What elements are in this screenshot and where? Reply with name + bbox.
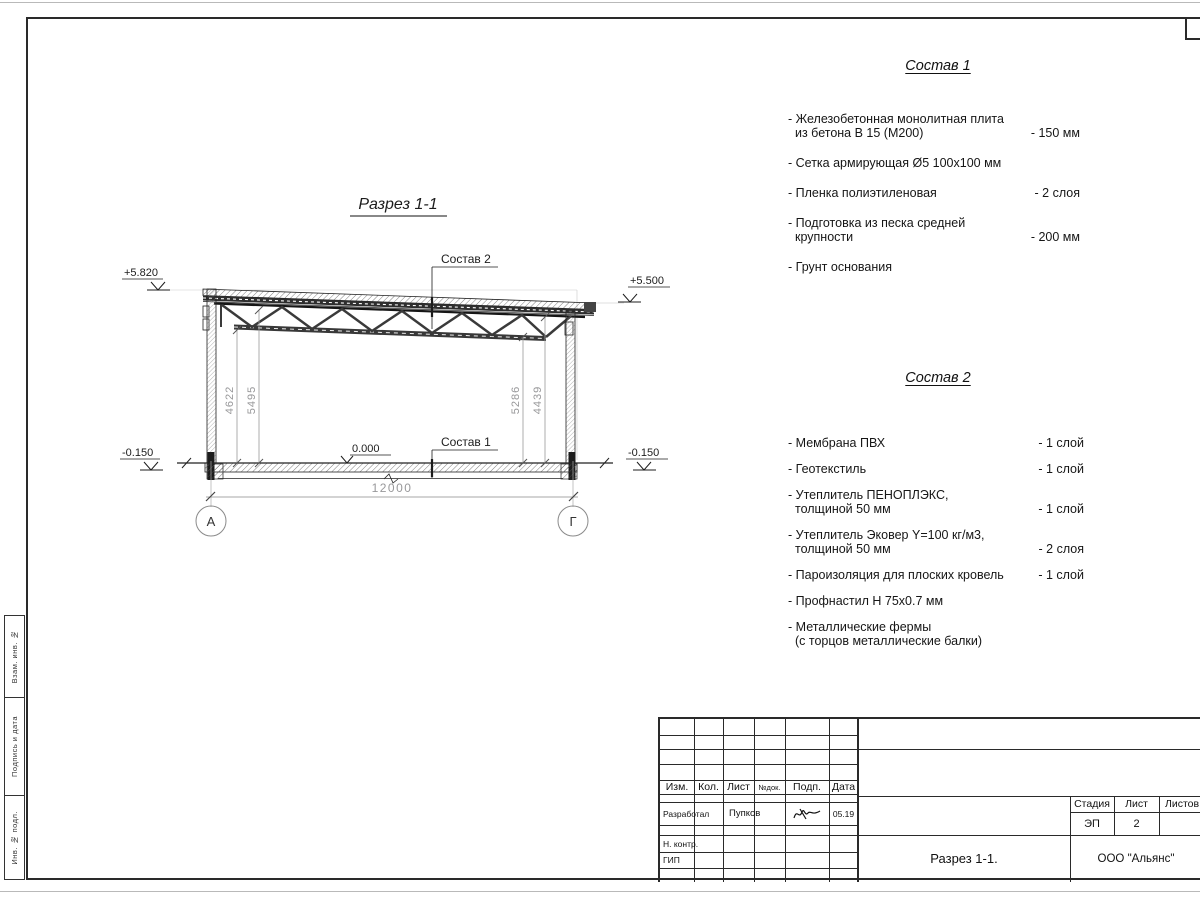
- material-qty: - 1 слой: [1038, 568, 1084, 582]
- sheet-value: 2: [1133, 817, 1140, 830]
- titleblock-grid-line: [660, 868, 858, 869]
- axis-right-label: Г: [569, 514, 577, 529]
- axis-left-label: А: [206, 514, 216, 529]
- titleblock-grid-line: [785, 719, 786, 882]
- composition2-title: [788, 370, 1088, 386]
- developer-signature: [785, 802, 829, 825]
- material-line: крупности: [795, 230, 854, 244]
- span-dim-value: 12000: [371, 481, 413, 495]
- material-line: - Грунт основания: [788, 260, 893, 274]
- dim-right-outer: 4439: [532, 385, 544, 415]
- material-item: [788, 260, 1080, 274]
- material-line: - Геотекстиль: [788, 462, 867, 476]
- material-line: - Пароизоляция для плоских кровель: [788, 568, 1004, 582]
- titleblock-col-podp: Подп.: [793, 781, 821, 793]
- material-line: толщиной 50 мм: [795, 502, 891, 516]
- level-floor: 0.000: [352, 443, 380, 455]
- material-qty: - 2 слоя: [1038, 542, 1084, 556]
- titleblock-grid-line: [660, 794, 858, 795]
- material-item: [788, 112, 1080, 140]
- titleblock-grid-line: [660, 825, 858, 826]
- level-mark-arrow-icon: [144, 462, 158, 470]
- material-line: - Сетка армирующая Ø5 100х100 мм: [788, 156, 1002, 170]
- material-qty: - 1 слой: [1038, 436, 1084, 450]
- roof-edge-cap: [584, 302, 596, 312]
- material-item: [788, 436, 1084, 450]
- level-mark-arrow-icon: [151, 282, 165, 290]
- level-bottom-left: -0.150: [122, 447, 154, 459]
- titleblock-col-ndok: №док.: [758, 782, 781, 792]
- titleblock-col-izm: Изм.: [665, 781, 689, 793]
- material-item: [788, 186, 1080, 200]
- titleblock-col-list: Лист: [727, 781, 750, 793]
- doc-name: Разрез 1-1.: [930, 851, 998, 866]
- titleblock-grid-line: [858, 749, 1200, 750]
- truss-bottom-chord: [234, 325, 546, 342]
- material-qty: - 200 мм: [1030, 230, 1080, 244]
- material-item: [788, 528, 1084, 556]
- material-line: - Металлические фермы: [788, 620, 932, 634]
- material-item: [788, 620, 1084, 648]
- level-mark-arrow-icon: [637, 462, 651, 470]
- foundation-left: [207, 464, 223, 479]
- material-item: [788, 568, 1084, 582]
- material-line: - Пленка полиэтиленовая: [788, 186, 937, 200]
- dim-left-inner: 4622: [224, 385, 236, 415]
- composition1-list: [788, 112, 1080, 274]
- composition2-title-text: Состав 2: [905, 370, 971, 386]
- side-stamp-label: Инв. № подл.: [10, 810, 19, 865]
- material-item: [788, 156, 1080, 170]
- dim-tick: [206, 492, 215, 501]
- titleblock-col-data: Дата: [831, 781, 856, 793]
- material-item: [788, 462, 1084, 476]
- stage-value: ЭП: [1084, 817, 1100, 830]
- developer-name: Пупков: [729, 808, 761, 819]
- material-item: [788, 488, 1084, 516]
- developer-role: Разработал: [663, 808, 710, 819]
- level-bottom-right: -0.150: [628, 447, 660, 459]
- company-name: ООО "Альянс": [1097, 852, 1175, 865]
- dim-right-inner: 5286: [510, 385, 522, 415]
- material-item: [788, 216, 1080, 244]
- titleblock-grid-line: [754, 719, 755, 882]
- side-stamp-label: Взам. инв. №: [10, 629, 19, 684]
- gip-role: ГИП: [663, 855, 680, 865]
- signature-icon: [790, 805, 824, 823]
- wall-left: [207, 289, 216, 463]
- composition2-list: [788, 436, 1084, 648]
- titleblock-grid-line: [660, 764, 858, 765]
- section-title: Разрез 1-1: [358, 196, 438, 213]
- composition1-title: [788, 58, 1088, 74]
- titleblock-grid-line: [829, 719, 830, 882]
- material-line: толщиной 50 мм: [795, 542, 891, 556]
- material-line: - Подготовка из песка средней: [788, 216, 966, 230]
- foundation-right: [561, 464, 577, 479]
- dim-tick: [569, 492, 578, 501]
- titleblock-col-kol: Кол.: [698, 781, 719, 793]
- side-stamp-label: Подпись и дата: [10, 716, 19, 777]
- material-item: [788, 594, 1084, 608]
- material-qty: - 150 мм: [1030, 126, 1080, 140]
- material-line: - Утеплитель ПЕНОПЛЭКС,: [788, 488, 949, 502]
- wall-right: [566, 311, 575, 463]
- sheets-label: Листов: [1164, 798, 1200, 810]
- material-line: (с торцов металлические балки): [795, 634, 983, 648]
- titleblock-grid-line: [660, 735, 858, 736]
- developer-date: 05.19: [832, 808, 855, 819]
- material-line: из бетона В 15 (М200): [795, 126, 924, 140]
- material-qty: - 1 слой: [1038, 462, 1084, 476]
- level-top-left: +5.820: [124, 267, 158, 279]
- material-line: - Утеплитель Эковер Y=100 кг/м3,: [788, 528, 985, 542]
- material-line: - Мембрана ПВХ: [788, 436, 886, 450]
- titleblock-grid-line: [660, 749, 858, 750]
- material-line: - Профнастил Н 75х0.7 мм: [788, 594, 944, 608]
- level-mark-arrow-icon: [623, 294, 637, 302]
- callout-floor-label: Состав 1: [441, 435, 491, 449]
- title-block: [658, 717, 1200, 882]
- callout-roof-label: Состав 2: [441, 252, 491, 266]
- material-qty: - 2 слоя: [1034, 186, 1080, 200]
- composition1-title-text: Состав 1: [905, 58, 971, 74]
- dim-left-outer: 5495: [246, 385, 258, 415]
- material-qty: - 1 слой: [1038, 502, 1084, 516]
- ncontr-role: Н. контр.: [663, 838, 699, 849]
- level-top-right: +5.500: [630, 275, 664, 287]
- level-mark-arrow-icon: [341, 456, 353, 463]
- sheet-label: Лист: [1125, 798, 1148, 810]
- stage-label: Стадия: [1074, 798, 1110, 810]
- material-line: - Железобетонная монолитная плита: [788, 112, 1004, 126]
